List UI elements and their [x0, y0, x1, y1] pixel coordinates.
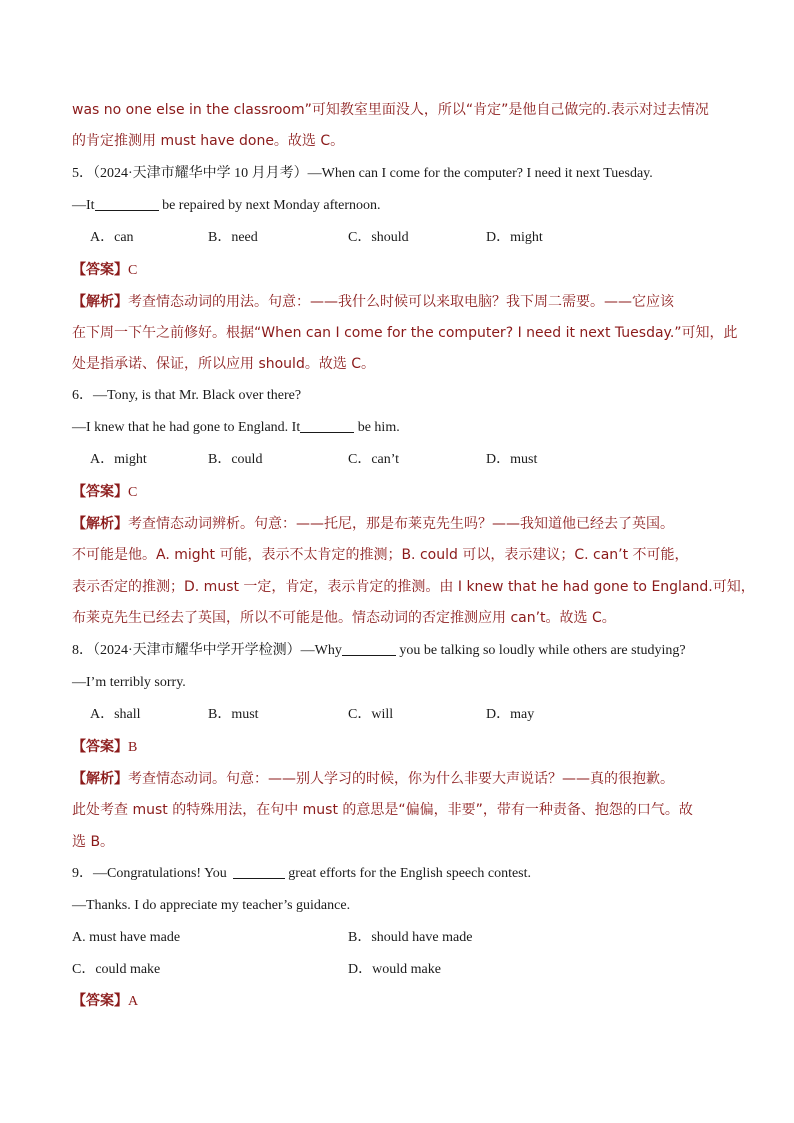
question-5-line2: [72, 196, 732, 216]
option-b: B．must: [208, 707, 259, 722]
text-span: be repaired by next Monday afternoon.: [158, 198, 381, 213]
option-a: A．might: [90, 452, 147, 467]
option-b: B．should have made: [348, 930, 473, 945]
question-9-stem: [72, 864, 732, 884]
explanation-line: 处是指承诺、保证，所以应用 should。故选 C。: [72, 356, 376, 372]
option-d: D．must: [486, 452, 538, 467]
answer-line: [72, 482, 732, 503]
option-b: B．could: [208, 452, 263, 467]
answer-line: [72, 737, 732, 758]
explanation-text: 考查情态动词的用法。句意：——我什么时候可以来取电脑？我下周二需要。——它应该: [128, 294, 674, 310]
explanation-line: 表示否定的推测；D. must 一定，肯定，表示肯定的推测。由 I knew that he had gone to England.可知，: [72, 579, 755, 595]
question-6-line2: [72, 418, 732, 438]
question-6-stem: 6．—Tony, is that Mr. Black over there?: [72, 388, 302, 403]
answer-value: B: [128, 740, 138, 755]
question-9-line2: —Thanks. I do appreciate my teacher’s guidance.: [72, 898, 351, 913]
answer-label: 【答案】: [72, 484, 128, 500]
text-span: be him.: [354, 420, 400, 435]
explanation-line: [72, 514, 732, 534]
option-c: C．will: [348, 707, 394, 722]
explanation-line: 在下周一下午之前修好。根据“When can I come for the computer? I need it next Tuesday.”可知，此: [72, 325, 738, 341]
option-b: B．need: [208, 230, 258, 245]
explanation-label: 【解析】: [72, 771, 128, 787]
answer-label: 【答案】: [72, 739, 128, 755]
option-d: D．might: [486, 230, 543, 245]
question-8-line2: —I’m terribly sorry.: [72, 675, 186, 690]
explanation-text: 考查情态动词。句意：——别人学习的时候，你为什么非要大声说话？——真的很抱歉。: [128, 771, 674, 787]
answer-value: C: [128, 263, 138, 278]
option-c: C．should: [348, 230, 409, 245]
explanation-text: 考查情态动词辨析。句意：——托尼，那是布莱克先生吗？——我知道他已经去了英国。: [128, 516, 674, 532]
explanation-line: 的肯定推测用 must have done。故选 C。: [72, 133, 345, 149]
answer-line: [72, 260, 732, 281]
answer-line: [72, 991, 732, 1012]
answer-blank: [300, 418, 354, 433]
option-d: D．would make: [348, 962, 441, 977]
option-c: C．can’t: [348, 452, 400, 467]
option-d: D．may: [486, 707, 535, 722]
option-a: A. must have made: [72, 930, 181, 945]
explanation-line: was no one else in the classroom”可知教室里面没人，所以“肯定”是他自己做完的.表示对过去情况: [72, 102, 709, 118]
text-span: —I knew that he had gone to England. It: [72, 420, 301, 435]
answer-blank: [233, 864, 285, 879]
text-span: —It: [72, 198, 95, 213]
answer-blank: [342, 641, 396, 656]
text-span: you be talking so loudly while others are studying?: [395, 643, 686, 658]
explanation-label: 【解析】: [72, 294, 128, 310]
answer-value: A: [128, 994, 139, 1009]
question-5-stem: 5．（2024·天津市耀华中学 10 月月考）—When can I come for the computer? I need it next Tuesday.: [72, 166, 653, 181]
explanation-line: 不可能是他。A. might 可能，表示不太肯定的推测；B. could 可以，表示建议；C. can’t 不可能，: [72, 547, 689, 563]
text-span: great efforts for the English speech contest.: [284, 866, 532, 881]
option-a: A．shall: [90, 707, 141, 722]
question-8-stem: [72, 641, 732, 661]
explanation-line: 选 B。: [72, 834, 115, 850]
text-span: 8．（2024·天津市耀华中学开学检测）—Why: [72, 643, 342, 658]
explanation-line: 此处考查 must 的特殊用法，在句中 must 的意思是“偏偏，非要”，带有一种责备、抱怨的口气。故: [72, 802, 693, 818]
text-span: 9．—Congratulations! You: [72, 866, 227, 881]
answer-blank: [95, 196, 159, 211]
explanation-line: 布莱克先生已经去了英国，所以不可能是他。情态动词的否定推测应用 can’t。故选 C。: [72, 610, 616, 626]
answer-label: 【答案】: [72, 993, 128, 1009]
explanation-line: [72, 769, 732, 789]
answer-label: 【答案】: [72, 262, 128, 278]
option-a: A．can: [90, 230, 134, 245]
answer-value: C: [128, 485, 138, 500]
option-c: C．could make: [72, 962, 161, 977]
explanation-line: [72, 292, 732, 312]
explanation-label: 【解析】: [72, 516, 128, 532]
